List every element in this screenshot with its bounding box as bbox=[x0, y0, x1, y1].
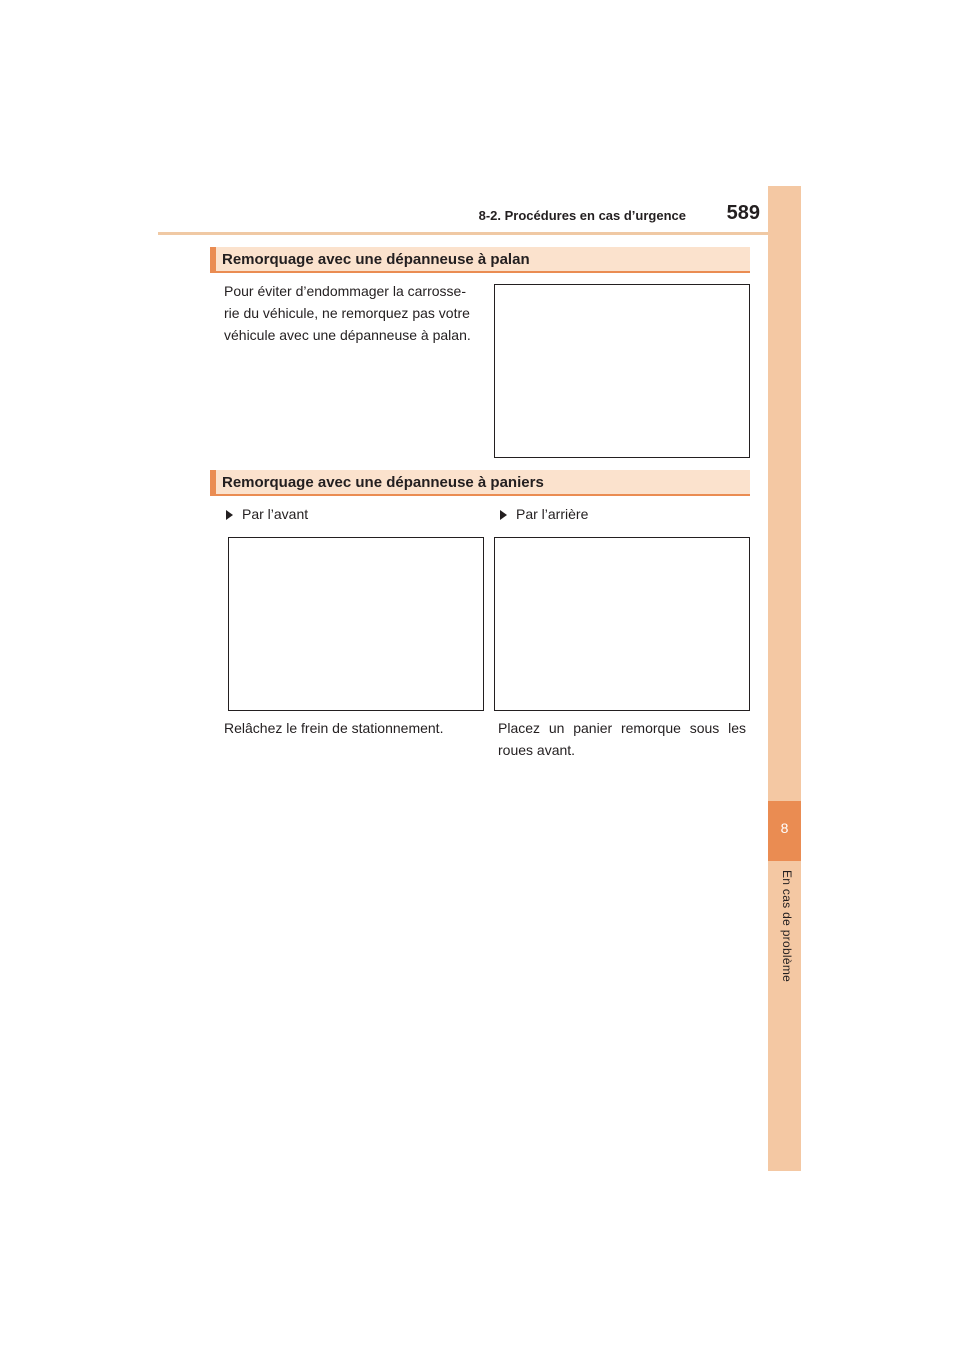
palan-illustration bbox=[494, 284, 750, 458]
chapter-label: En cas de problème bbox=[780, 870, 794, 983]
bullet-triangle-icon bbox=[500, 510, 507, 520]
section-heading-paniers: Remorquage avec une dépanneuse à paniers bbox=[222, 474, 544, 491]
text-line: Pour éviter d’endommager la carrosse- bbox=[224, 283, 466, 299]
rear-caption bbox=[498, 717, 746, 761]
text-line: rie du véhicule, ne remorquez pas votre bbox=[224, 305, 470, 321]
header-divider bbox=[158, 232, 800, 235]
section-heading-palan: Remorquage avec une dépanneuse à palan bbox=[222, 251, 530, 268]
chapter-side-tab bbox=[768, 186, 801, 1171]
text-line: véhicule avec une dépanneuse à palan. bbox=[224, 327, 471, 343]
header-section-title: 8-2. Procédures en cas d’urgence bbox=[478, 208, 686, 223]
front-label: Par l’avant bbox=[242, 506, 309, 522]
rear-label: Par l’arrière bbox=[516, 506, 589, 522]
section-palan-text bbox=[224, 280, 484, 346]
text-line: roues avant. bbox=[498, 742, 576, 758]
front-caption: Relâchez le frein de stationnement. bbox=[224, 720, 444, 736]
chapter-number: 8 bbox=[780, 820, 789, 836]
rear-illustration bbox=[494, 537, 750, 711]
front-illustration bbox=[228, 537, 484, 711]
bullet-triangle-icon bbox=[226, 510, 233, 520]
page-number: 589 bbox=[726, 202, 760, 224]
text-line: Placez un panier remorque sous les bbox=[498, 720, 746, 736]
